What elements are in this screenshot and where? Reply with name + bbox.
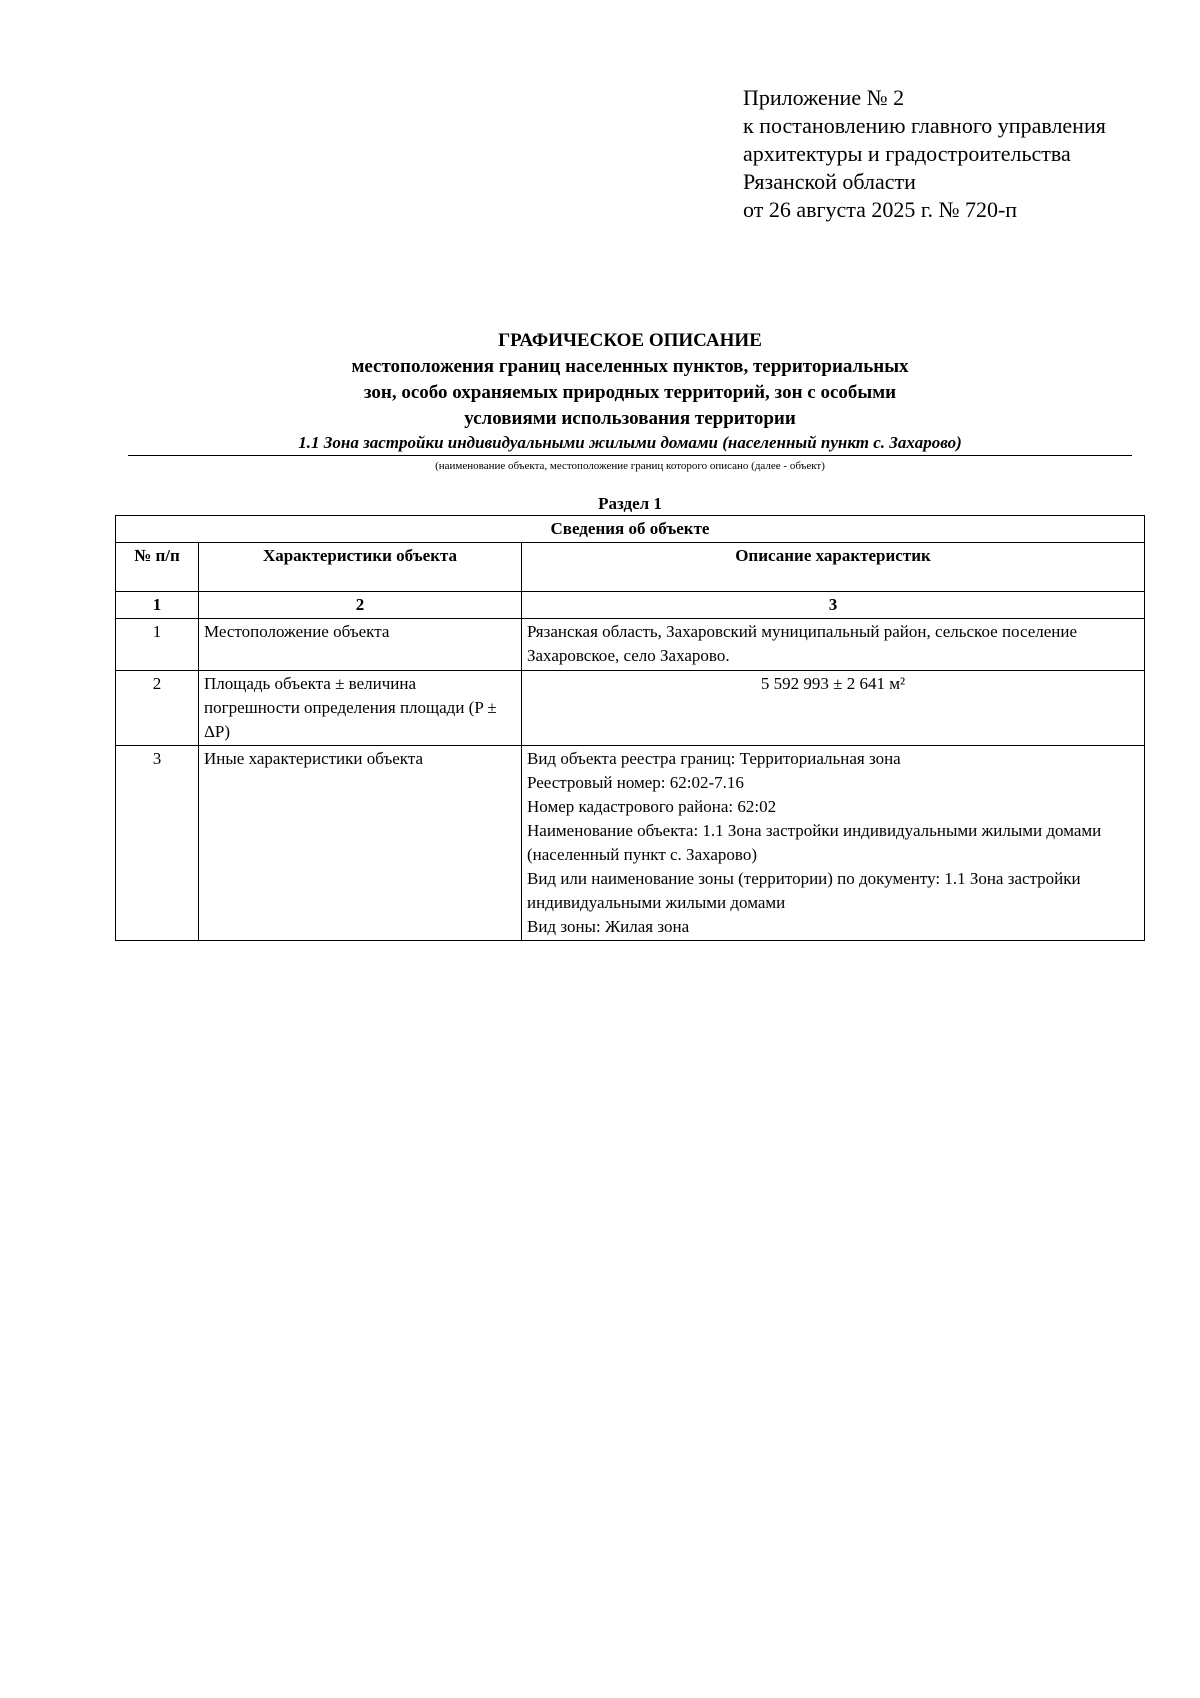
table-row — [116, 746, 1145, 941]
header-characteristics: Характеристики объекта — [199, 543, 522, 592]
row-number: 3 — [116, 746, 199, 941]
column-number: 3 — [522, 592, 1145, 619]
row-number: 1 — [116, 619, 199, 671]
column-number-row — [116, 592, 1145, 619]
document-subtitle-line: зон, особо охраняемых природных территорий, зон с особыми — [363, 382, 897, 403]
description-line: Вид зоны: Жилая зона — [527, 917, 690, 936]
header-num: № п/п — [116, 543, 199, 592]
table-header-row — [116, 543, 1145, 592]
row-characteristic: Площадь объекта ± величина погрешности определения площади (P ± ΔP) — [199, 671, 522, 746]
table-caption-row — [116, 516, 1145, 543]
description-line: Вид объекта реестра границ: Территориальная зона — [527, 749, 901, 768]
description-line: Номер кадастрового района: 62:02 — [527, 797, 777, 816]
appendix-line: от 26 августа 2025 г. № 720-п — [743, 197, 1018, 222]
section-title: Раздел 1 — [598, 494, 662, 513]
table-row — [116, 671, 1145, 746]
document-title-block — [128, 328, 1132, 474]
object-name-note: (наименование объекта, местоположение границ которого описано (далее - объект) — [435, 460, 825, 472]
appendix-header — [743, 84, 1106, 224]
row-number: 2 — [116, 671, 199, 746]
document-subtitle-line: условиями использования территории — [464, 408, 796, 429]
table-row — [116, 619, 1145, 671]
row-description: 5 592 993 ± 2 641 м² — [522, 671, 1145, 746]
object-info-table — [115, 515, 1145, 941]
description-line: Реестровый номер: 62:02-7.16 — [527, 773, 744, 792]
row-description-list — [522, 746, 1145, 941]
object-name: 1.1 Зона застройки индивидуальными жилыми домами (населенный пункт с. Захарово) — [128, 432, 1132, 456]
column-number: 1 — [116, 592, 199, 619]
table-caption: Сведения об объекте — [116, 516, 1145, 543]
appendix-line: к постановлению главного управления — [743, 113, 1106, 138]
appendix-line: Приложение № 2 — [743, 85, 905, 110]
row-description: Рязанская область, Захаровский муниципальный район, сельское поселение Захаровское, село Захарово. — [522, 619, 1145, 671]
document-subtitle-line: местоположения границ населенных пунктов, территориальных — [351, 356, 909, 377]
description-line: Наименование объекта: 1.1 Зона застройки индивидуальными жилыми домами (населенный пункт с. Захарово) — [527, 821, 1102, 864]
appendix-line: Рязанской области — [743, 169, 916, 194]
column-number: 2 — [199, 592, 522, 619]
description-line: Вид или наименование зоны (территории) по документу: 1.1 Зона застройки индивидуальными жилыми домами — [527, 869, 1081, 912]
row-characteristic: Местоположение объекта — [199, 619, 522, 671]
row-characteristic: Иные характеристики объекта — [199, 746, 522, 941]
header-description: Описание характеристик — [522, 543, 1145, 592]
document-title: ГРАФИЧЕСКОЕ ОПИСАНИЕ — [498, 330, 762, 351]
appendix-line: архитектуры и градостроительства — [743, 141, 1071, 166]
